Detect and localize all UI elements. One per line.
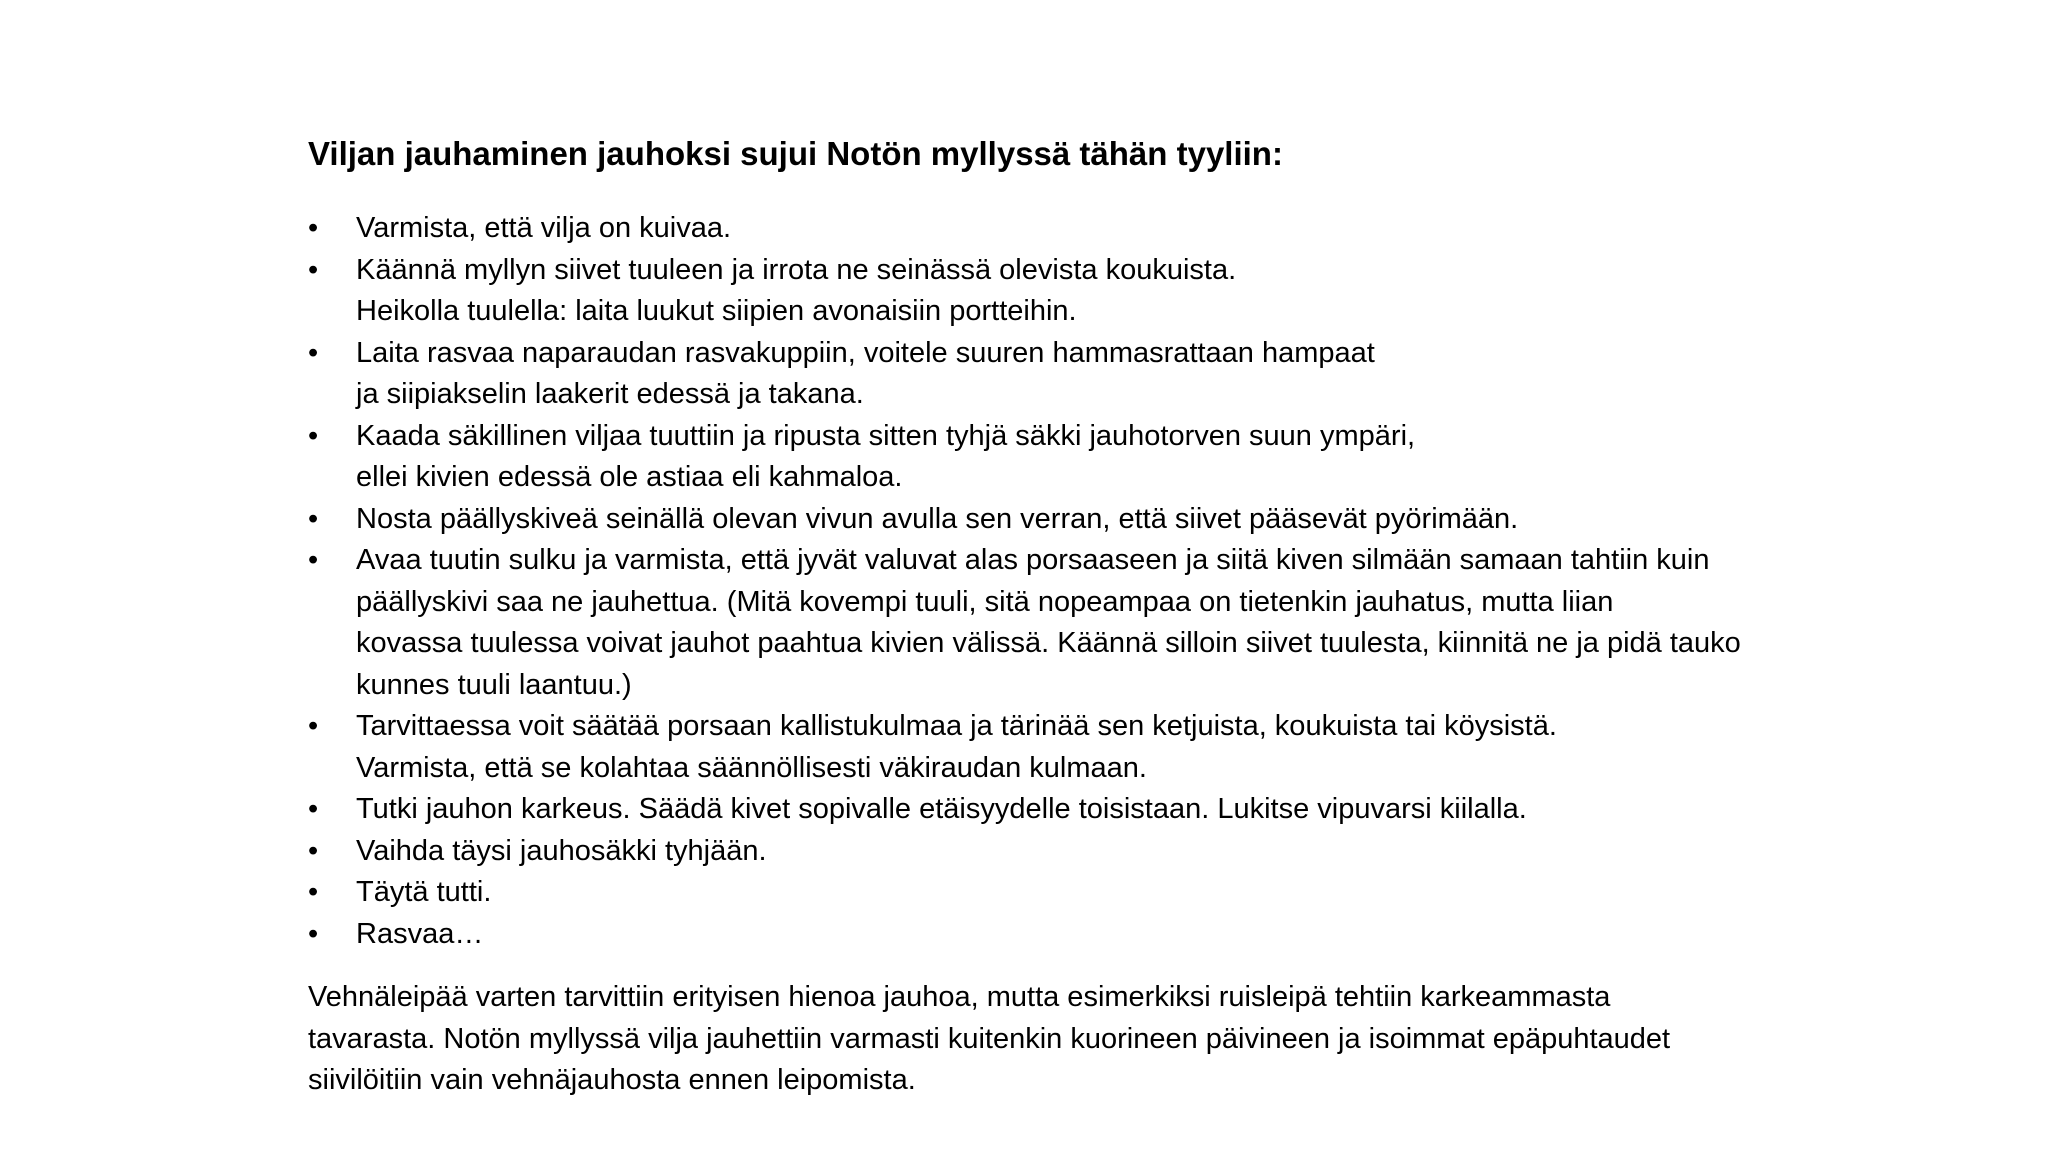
bullet-line: Avaa tuutin sulku ja varmista, että jyvät valuvat alas porsaaseen ja siitä kiven silmään samaan tahtiin kuin [356,544,1710,576]
bullet-icon: • [308,710,319,742]
bullet-item [308,831,1908,873]
bullet-item [308,416,1908,499]
slide-title: Viljan jauhaminen jauhoksi sujui Notön myllyssä tähän tyyliin: [308,135,1283,172]
bullet-item [308,872,1908,914]
bullet-line: Varmista, että vilja on kuivaa. [356,212,732,244]
bullet-line: Heikolla tuulella: laita luukut siipien avonaisiin portteihin. [356,295,1077,327]
bullet-icon: • [308,419,319,452]
closing-line: Vehnäleipää varten tarvittiin erityisen hienoa jauhoa, mutta esimerkiksi ruisleipä tehtiin karkeammasta [308,981,1611,1013]
bullet-icon: • [308,336,319,369]
slide-content [308,130,1908,1102]
bullet-line: Täytä tutti. [356,876,492,908]
bullet-icon: • [308,917,319,950]
bullet-line: Tarvittaessa voit säätää porsaan kallistukulmaa ja tärinää sen ketjuista, koukuista tai köysistä. [356,710,1557,742]
closing-line: tavarasta. Notön myllyssä vilja jauhettiin varmasti kuitenkin kuorineen päivineen ja isoimmat epäpuhtaudet [308,1022,1671,1055]
bullet-line: Rasvaa… [356,917,484,950]
bullet-list [308,208,1908,955]
bullet-line: Vaihda täysi jauhosäkki tyhjään. [356,834,767,867]
bullet-line: Laita rasvaa naparaudan rasvakuppiin, voitele suuren hammasrattaan hampaat [356,336,1375,369]
bullet-icon: • [308,793,319,825]
bullet-item [308,706,1908,789]
bullet-line: Kaada säkillinen viljaa tuuttiin ja ripusta sitten tyhjä säkki jauhotorven suun ympäri, [356,419,1416,452]
bullet-line: Käännä myllyn siivet tuuleen ja irrota ne seinässä olevista koukuista. [356,253,1237,286]
bullet-icon: • [308,212,319,244]
bullet-icon: • [308,544,319,576]
bullet-line: kunnes tuuli laantuu.) [356,668,632,701]
bullet-item [308,250,1908,333]
bullet-item [308,208,1908,250]
bullet-icon: • [308,502,319,535]
bullet-line: Nosta päällyskiveä seinällä olevan vivun avulla sen verran, että siivet pääsevät pyörimään. [356,502,1519,535]
bullet-item [308,499,1908,541]
bullet-icon: • [308,253,319,286]
bullet-icon: • [308,876,319,908]
bullet-item [308,789,1908,831]
closing-paragraph [308,977,1908,1102]
bullet-line: Varmista, että se kolahtaa säännöllisesti väkiraudan kulmaan. [356,751,1147,784]
bullet-line: Tutki jauhon karkeus. Säädä kivet sopivalle etäisyydelle toisistaan. Lukitse vipuvarsi kiilalla. [356,793,1527,825]
bullet-item [308,333,1908,416]
closing-line: siivilöitiin vain vehnäjauhosta ennen leipomista. [308,1064,916,1096]
bullet-line: ja siipiakselin laakerit edessä ja takana. [356,378,864,410]
bullet-line: kovassa tuulessa voivat jauhot paahtua kivien välissä. Käännä silloin siivet tuulesta, kiinnitä ne ja pidä tauko [356,627,1741,659]
bullet-line: ellei kivien edessä ole astiaa eli kahmaloa. [356,461,903,493]
bullet-line: päällyskivi saa ne jauhettua. (Mitä kovempi tuuli, sitä nopeampaa on tietenkin jauhatus, mutta liian [356,585,1614,618]
bullet-icon: • [308,834,319,867]
bullet-item [308,914,1908,956]
bullet-item [308,540,1908,706]
